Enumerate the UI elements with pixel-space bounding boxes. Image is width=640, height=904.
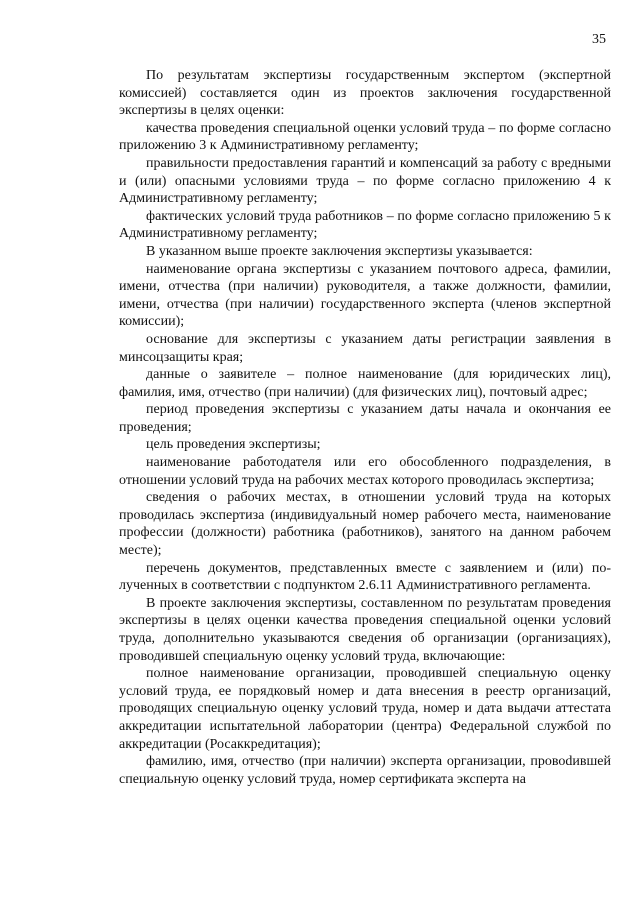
paragraph-item-actual-conditions: фактических условий труда работников – по форме согласно приложению 5 к Административному регламенту; [119, 208, 611, 242]
paragraph-additional-info: В проекте заключения экспертизы, составленном по результатам проведения экспертизы в целях оценки качества проведения специальной оценки условий труда, дополнительно указываются сведения об организации (организациях), проводившей специальную оценку условий труда, включающие: [119, 595, 611, 664]
paragraph-expertise-period: период проведения экспертизы с указанием даты начала и окончания ее проведения; [119, 402, 611, 435]
page-number: 35 [592, 32, 606, 47]
paragraph-workplaces-info: сведения о рабочих местах, в отношении условий труда на которых проводилась экспертиза (индивидуальный номер рабочего места, наименование профессии (должности) работника (работников), занятого на данном рабочем месте); [119, 490, 611, 559]
document-body [119, 67, 611, 788]
paragraph-organization-name: полное наименование организации, проводившей специальную оценку условий труда, ее порядковый номер и дата внесения в реестр организаций, проводящих специальную оценку условий труда, номер и дата выдачи аттестата аккредитации испытательной лаборатории (центра) Федеральной службой по аккредитации (Росаккредитация); [119, 666, 611, 752]
paragraph-documents-list: перечень документов, представленных вместе с заявлением и (или) полученных в соответствии с подпунктом 2.6.11 Административного регламента. [119, 560, 611, 594]
paragraph-expert-name: фамилию, имя, отчество (при наличии) эксперта организации, провоdившей специальную оценку условий труда, номер сертификата эксперта на [119, 754, 611, 787]
paragraph-intro: По результатам экспертизы государственным экспертом (экспертной комиссией) составляется один из проектов заключения государственной экспертизы в целях оценки: [119, 68, 611, 119]
paragraph-employer-name: наименование работодателя или его обособленного подразделения, в отношении условий труда на рабочих местах которого проводилась экспертиза; [119, 455, 611, 488]
paragraph-applicant-data: данные о заявителе – полное наименование (для юридических лиц), фамилия, имя, отчество (при наличии) (для физических лиц), почтовый адрес; [119, 367, 611, 400]
paragraph-draft-contents-intro: В указанном выше проекте заключения экспертизы указывается: [146, 243, 533, 259]
paragraph-expertise-body-name: наименование органа экспертизы с указанием почтового адреса, фамилии, имени, отчества (при наличии) руководителя, а также должности, фамилии, имени, отчества (при наличии) государственного эксперта (членов экспертной комиссии); [119, 261, 611, 330]
paragraph-expertise-basis: основание для экспертизы с указанием даты регистрации заявления в минсоцзащиты края; [119, 331, 611, 365]
paragraph-expertise-goal: цель проведения экспертизы; [146, 437, 321, 453]
paragraph-item-quality: качества проведения специальной оценки условий труда – по форме согласно приложению 3 к Административному регламенту; [119, 120, 611, 154]
paragraph-item-guarantees: правильности предоставления гарантий и компенсаций за работу с вредными и (или) опасными условиями труда – по форме согласно приложению 4 к Административному регламенту; [119, 155, 611, 207]
